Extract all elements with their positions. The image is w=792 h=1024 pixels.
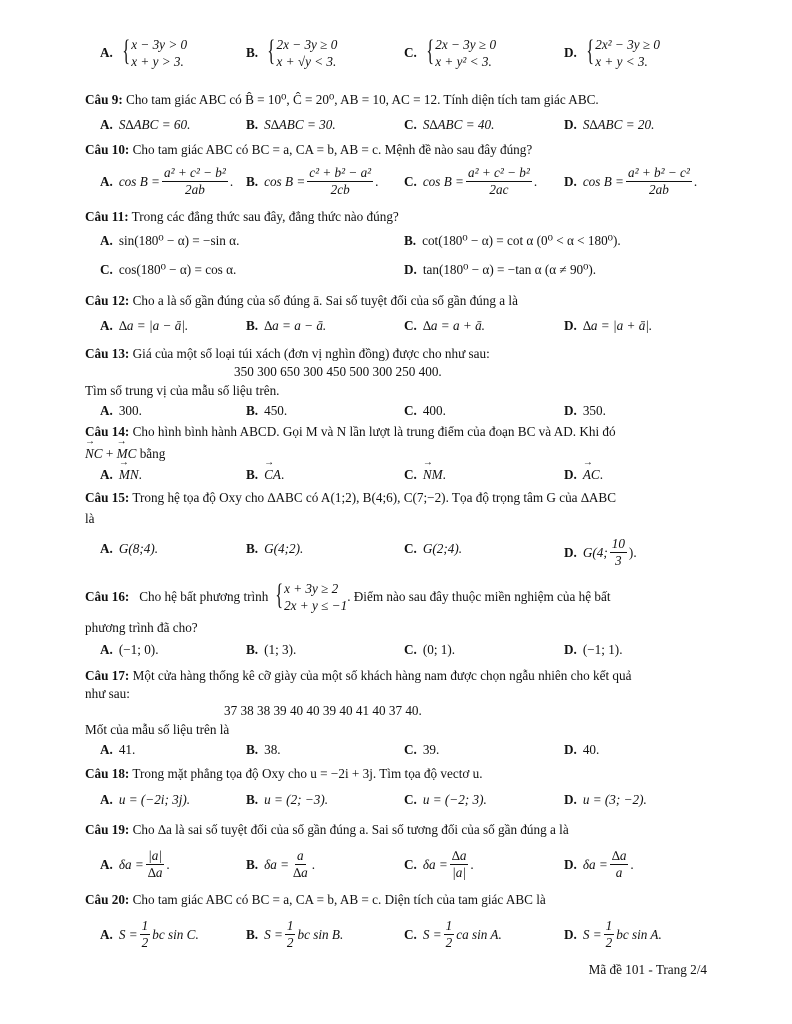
q16-option-d[interactable]: D. (−1; 1). [564, 642, 623, 657]
question-18: Câu 18: Trong mặt phẳng tọa độ Oxy cho u = −2i + 3j. Tìm tọa độ vectơ u. [85, 766, 483, 781]
q13-subtext: Tìm số trung vị của mẫu số liệu trên. [85, 383, 280, 398]
q19-option-b[interactable]: B. δa = $\frac{a}{\Delta a}$ . [246, 848, 315, 880]
q16-option-c[interactable]: C. (0; 1). [404, 642, 456, 657]
q18-option-a[interactable]: A. u = (−2i; 3j). [100, 792, 191, 807]
question-20: Câu 20: Cho tam giác ABC có BC = a, CA = b, AB = c. Diện tích của tam giác ABC là [85, 892, 546, 907]
q13-data: 350 300 650 300 450 500 300 250 400. [234, 364, 442, 379]
q10-option-d[interactable]: D. cos B = $\frac{\text{a² + b² − c²}}{2ab}$ . [564, 165, 698, 197]
q14-option-c[interactable]: C. → NM . [404, 467, 446, 483]
q11-option-a[interactable]: A. sin(180⁰ − α) = −sin α. [100, 233, 240, 248]
question-14: Câu 14: Cho hình bình hành ABCD. Gọi M và N lần lượt là trung điểm của đoạn BC và AD. Khi đó [85, 424, 616, 439]
q17-option-b[interactable]: B. 38. [246, 742, 281, 757]
question-9: Câu 9: Cho tam giác ABC có B̂ = 10⁰, Ĉ = 20⁰, AB = 10, AC = 12. Tính diện tích tam giác ABC. [85, 92, 599, 107]
q19-option-d[interactable]: D. δa = $\frac{\Delta a}{a}$ . [564, 848, 634, 880]
q16-option-a[interactable]: A. (−1; 0). [100, 642, 159, 657]
q15-option-a[interactable]: A. G(8;4). [100, 541, 159, 556]
q9-option-d[interactable]: D. S∆ABC = 20. [564, 117, 655, 132]
q17-option-c[interactable]: C. 39. [404, 742, 440, 757]
q10-option-a[interactable]: A. cos B = $\frac{\text{a² + c² − b²}}{2ab}$ . [100, 165, 234, 197]
q17-option-a[interactable]: A. 41. [100, 742, 136, 757]
q15-option-c[interactable]: C. G(2;4). [404, 541, 463, 556]
q12-option-a[interactable]: A. ∆a = |a − ā|. [100, 318, 189, 333]
q13-option-b[interactable]: B. 450. [246, 403, 288, 418]
q9-option-c[interactable]: C. S∆ABC = 40. [404, 117, 495, 132]
q11-option-b[interactable]: B. cot(180⁰ − α) = cot α (0⁰ < α < 180⁰). [404, 233, 621, 248]
q20-option-b[interactable]: B. S = $\frac{1}{2}$ bc sin B. [246, 918, 344, 950]
question-19: Câu 19: Cho ∆a là sai số tuyệt đối của số gần đúng a. Sai số tương đối của số gần đúng a là [85, 822, 569, 837]
q13-option-d[interactable]: D. 350. [564, 403, 606, 418]
q8-option-d[interactable]: D. { 2x² − 3y ≥ 0 x + y < 3. [564, 34, 660, 69]
q9-option-a[interactable]: A. S∆ABC = 60. [100, 117, 191, 132]
question-11: Câu 11: Trong các đẳng thức sau đây, đẳng thức nào đúng? [85, 209, 399, 224]
q12-option-b[interactable]: B. ∆a = a − ā. [246, 318, 327, 333]
q8-option-c[interactable]: C. { 2x − 3y ≥ 0 x + y² < 3. [404, 34, 497, 69]
q15-option-b[interactable]: B. G(4;2). [246, 541, 304, 556]
q13-option-a[interactable]: A. 300. [100, 403, 142, 418]
q20-option-d[interactable]: D. S = $\frac{1}{2}$ bc sin A. [564, 918, 662, 950]
q11-option-c[interactable]: C. cos(180⁰ − α) = cos α. [100, 262, 237, 277]
q8-option-b[interactable]: B. { 2x − 3y ≥ 0 x + √y < 3. [246, 34, 338, 69]
question-10: Câu 10: Cho tam giác ABC có BC = a, CA = b, AB = c. Mệnh đề nào sau đây đúng? [85, 142, 533, 157]
q14-option-a[interactable]: A. → MN . [100, 467, 142, 483]
q14-option-d[interactable]: D. → AC . [564, 467, 603, 483]
q14-option-b[interactable]: B. → CA . [246, 467, 284, 483]
q17-subtext-2: Mốt của mẫu số liệu trên là [85, 722, 230, 737]
q13-option-c[interactable]: C. 400. [404, 403, 446, 418]
q14-subtext: → NC + → MC bằng [85, 446, 165, 462]
q8-option-a[interactable]: A. { x − 3y > 0 x + y > 3. [100, 34, 188, 69]
q19-option-c[interactable]: C. δa = $\frac{\Delta a}{|a|}$ . [404, 848, 474, 880]
q9-option-b[interactable]: B. S∆ABC = 30. [246, 117, 336, 132]
q15-option-d[interactable]: D. G(4; $\frac{10}{3}$ ). [564, 536, 637, 568]
q18-option-c[interactable]: C. u = (−2; 3). [404, 792, 487, 807]
question-17: Câu 17: Một cửa hàng thống kê cỡ giày của một số khách hàng nam được chọn ngẫu nhiên cho kết quả [85, 668, 632, 683]
q15-subtext: là [85, 511, 95, 526]
q18-option-d[interactable]: D. u = (3; −2). [564, 792, 647, 807]
q17-option-d[interactable]: D. 40. [564, 742, 600, 757]
q19-option-a[interactable]: A. δa = $\frac{|a|}{\Delta a}$ . [100, 848, 170, 880]
q12-option-d[interactable]: D. ∆a = |a + ā|. [564, 318, 653, 333]
question-13: Câu 13: Giá của một số loại túi xách (đơn vị nghìn đồng) được cho như sau: [85, 346, 490, 361]
q20-option-a[interactable]: A. S = $\frac{1}{2}$ bc sin C. [100, 918, 199, 950]
q10-option-c[interactable]: C. cos B = $\frac{\text{a² + c² − b²}}{2ac}$ . [404, 165, 538, 197]
question-12: Câu 12: Cho a là số gần đúng của số đúng ā. Sai số tuyệt đối của số gần đúng a là [85, 293, 518, 308]
q16-subtext: phương trình đã cho? [85, 620, 198, 635]
q17-subtext: như sau: [85, 686, 130, 701]
q10-option-b[interactable]: B. cos B = $\frac{\text{c² + b² − a²}}{2cb}$ . [246, 165, 379, 197]
page-footer: Mã đề 101 - Trang 2/4 [588, 962, 707, 977]
q11-option-d[interactable]: D. tan(180⁰ − α) = −tan α (α ≠ 90⁰). [404, 262, 597, 277]
q16-option-b[interactable]: B. (1; 3). [246, 642, 297, 657]
q20-option-c[interactable]: C. S = $\frac{1}{2}$ ca sin A. [404, 918, 502, 950]
q18-option-b[interactable]: B. u = (2; −3). [246, 792, 329, 807]
q17-data: 37 38 38 39 40 40 39 40 41 40 37 40. [224, 703, 422, 718]
q12-option-c[interactable]: C. ∆a = a + ā. [404, 318, 485, 333]
question-15: Câu 15: Trong hệ tọa độ Oxy cho ∆ABC có A(1;2), B(4;6), C(7;−2). Tọa độ trọng tâm G của ∆ABC [85, 490, 617, 505]
question-16: Câu 16: Cho hệ bất phương trình { x + 3y ≥ 2 2x + y ≤ −1 . Điểm nào sau đây thuộc miền nghiệm của hệ bất [85, 578, 611, 613]
